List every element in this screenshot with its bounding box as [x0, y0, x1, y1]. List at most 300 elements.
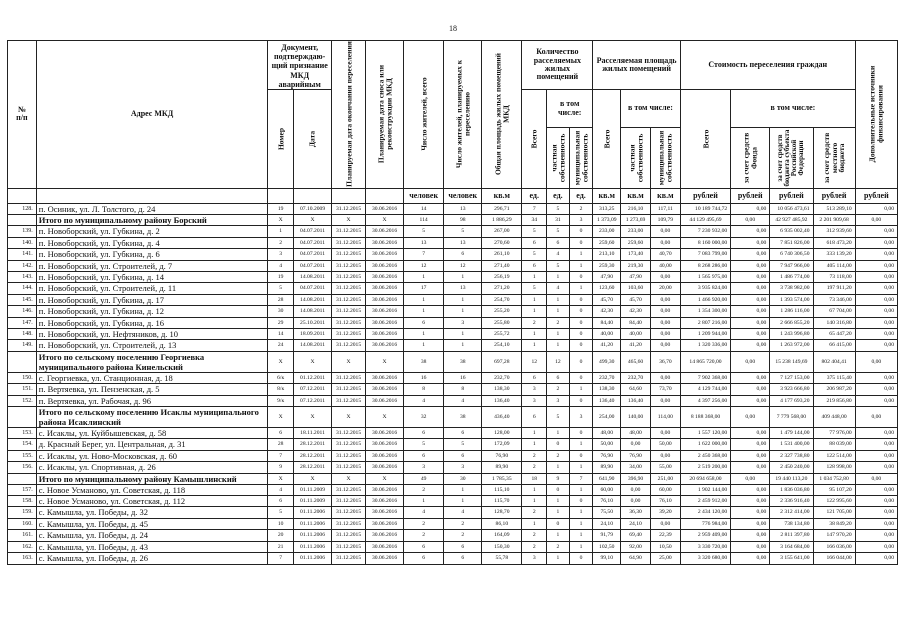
- table-cell: 04.07.2011: [294, 283, 332, 294]
- table-cell: 4: [444, 395, 482, 406]
- table-cell: 114,00: [650, 407, 680, 428]
- table-cell: 28.12.2011: [294, 439, 332, 450]
- table-cell: 1: [522, 428, 547, 439]
- subtotal-row: [8, 215, 898, 226]
- table-cell: 0,00: [855, 407, 897, 428]
- table-cell: 7 127 153,00: [770, 372, 813, 383]
- row-number: 142.: [8, 260, 37, 271]
- table-cell: 232,70: [621, 372, 651, 383]
- table-row: [8, 249, 898, 260]
- table-row: [8, 530, 898, 541]
- table-cell: 138,30: [482, 384, 522, 395]
- table-cell: 31.12.2015: [332, 518, 366, 529]
- table-cell: 6 935 002,40: [770, 226, 813, 237]
- table-cell: 07.12.2011: [294, 395, 332, 406]
- table-cell: 31.12.2015: [332, 329, 366, 340]
- table-cell: 0: [569, 317, 593, 328]
- table-cell: 9: [268, 462, 294, 473]
- table-cell: 103,60: [621, 283, 651, 294]
- table-cell: 0,00: [621, 439, 651, 450]
- table-cell: 3 935 824,00: [680, 283, 730, 294]
- table-cell: 255,20: [482, 306, 522, 317]
- table-cell: 28.12.2011: [294, 450, 332, 461]
- table-cell: 98: [444, 215, 482, 226]
- header-cost-subject: за счет средств бюджета субъекта Российской Федерации: [770, 128, 813, 189]
- table-cell: 271,40: [482, 260, 522, 271]
- table-cell: 20: [268, 530, 294, 541]
- table-cell: 0,00: [855, 306, 897, 317]
- table-cell: X: [332, 473, 366, 484]
- table-cell: 0,00: [731, 384, 770, 395]
- table-cell: 89,90: [482, 462, 522, 473]
- table-cell: 216,10: [621, 203, 651, 214]
- table-cell: 738 134,80: [770, 518, 813, 529]
- table-cell: 0,00: [731, 496, 770, 507]
- table-cell: 30.06.2016: [366, 260, 404, 271]
- table-cell: 84,40: [593, 317, 621, 328]
- table-cell: 1 373,09: [593, 215, 621, 226]
- table-cell: 122 995,60: [813, 496, 855, 507]
- table-cell: 1: [569, 439, 593, 450]
- table-cell: 30.06.2016: [366, 541, 404, 552]
- table-cell: 6 740 306,50: [770, 249, 813, 260]
- table-cell: 07.12.2011: [294, 384, 332, 395]
- header-count-incl: в том числе:: [547, 89, 593, 127]
- table-cell: 31.12.2015: [332, 294, 366, 305]
- table-cell: 6: [404, 428, 444, 439]
- table-cell: 31.12.2015: [332, 372, 366, 383]
- table-cell: 0: [569, 329, 593, 340]
- row-number: 154.: [8, 439, 37, 450]
- table-cell: 30.06.2016: [366, 395, 404, 406]
- table-cell: 01.11.2006: [294, 530, 332, 541]
- table-cell: 0,00: [731, 317, 770, 328]
- table-cell: 12: [522, 351, 547, 372]
- table-cell: 32: [404, 407, 444, 428]
- table-cell: 73,70: [650, 384, 680, 395]
- table-cell: 65 447,20: [813, 329, 855, 340]
- table-cell: 30.06.2016: [366, 439, 404, 450]
- row-number: 161.: [8, 530, 37, 541]
- table-cell: 13: [444, 283, 482, 294]
- table-cell: 47,90: [621, 271, 651, 282]
- table-row: [8, 553, 898, 564]
- table-cell: 1: [404, 329, 444, 340]
- table-cell: 28: [268, 294, 294, 305]
- row-number: [8, 215, 37, 226]
- row-address: п. Новоборский, ул. Губкина, д. 14: [36, 271, 267, 282]
- table-cell: 0,00: [855, 384, 897, 395]
- table-cell: 8: [404, 384, 444, 395]
- table-cell: 7 947 966,00: [770, 260, 813, 271]
- row-number: 158.: [8, 496, 37, 507]
- table-cell: 6: [404, 450, 444, 461]
- row-address: п. Новоборский, ул. Строителей, д. 13: [36, 340, 267, 351]
- row-address: п. Новоборский, ул. Губкина, д. 17: [36, 294, 267, 305]
- table-cell: 3 330 720,00: [680, 541, 730, 552]
- table-cell: 01.11.2009: [294, 484, 332, 495]
- table-cell: 24,10: [593, 518, 621, 529]
- table-cell: 31.12.2015: [332, 340, 366, 351]
- table-cell: 42,30: [593, 306, 621, 317]
- table-cell: 6: [444, 450, 482, 461]
- table-cell: 0,00: [650, 271, 680, 282]
- table-cell: 1: [404, 496, 444, 507]
- table-cell: 2: [522, 450, 547, 461]
- row-number: 146.: [8, 306, 37, 317]
- table-cell: 30.06.2016: [366, 294, 404, 305]
- table-cell: X: [366, 407, 404, 428]
- table-cell: 10 189 744,72: [680, 203, 730, 214]
- table-cell: 50,00: [650, 439, 680, 450]
- table-cell: 0,00: [855, 395, 897, 406]
- table-cell: 7 902 368,00: [680, 372, 730, 383]
- header-area-municipal: муниципальная собственность: [650, 128, 680, 189]
- table-cell: 04.07.2011: [294, 249, 332, 260]
- table-cell: 6: [444, 249, 482, 260]
- header-doc-number: Номер: [275, 127, 285, 150]
- table-cell: 30.06.2016: [366, 428, 404, 439]
- table-cell: 19: [268, 271, 294, 282]
- table-cell: 31.12.2015: [332, 237, 366, 248]
- table-cell: 375 115,40: [813, 372, 855, 383]
- table-cell: 0,00: [731, 428, 770, 439]
- table-cell: 6: [547, 237, 570, 248]
- table-cell: 254,00: [593, 407, 621, 428]
- unit-cell: рублей: [680, 188, 730, 203]
- table-cell: 128,00: [482, 428, 522, 439]
- row-number: 144.: [8, 283, 37, 294]
- table-cell: 2: [547, 317, 570, 328]
- table-cell: 7 230 932,00: [680, 226, 730, 237]
- table-cell: 30.06.2016: [366, 329, 404, 340]
- header-document: Документ, подтверждаю-щий признание МКД аварийным: [268, 41, 332, 90]
- table-cell: 3: [569, 407, 593, 428]
- table-cell: X: [268, 215, 294, 226]
- table-cell: 136,40: [482, 395, 522, 406]
- table-cell: 802 404,41: [813, 351, 855, 372]
- table-cell: 0,00: [650, 226, 680, 237]
- table-cell: 5: [547, 226, 570, 237]
- table-cell: 0,00: [650, 428, 680, 439]
- table-cell: 1: [444, 496, 482, 507]
- table-row: [8, 226, 898, 237]
- header-residents-planned: Число жителей, планируемых к переселению: [444, 41, 482, 189]
- table-cell: 0,00: [650, 294, 680, 305]
- table-cell: 313,25: [593, 203, 621, 214]
- row-number: [8, 351, 37, 372]
- table-cell: 0,00: [731, 518, 770, 529]
- table-cell: 1: [547, 462, 570, 473]
- table-cell: 2: [404, 530, 444, 541]
- table-cell: 77 976,00: [813, 428, 855, 439]
- table-cell: 40,00: [650, 260, 680, 271]
- table-cell: 0,00: [855, 351, 897, 372]
- table-cell: 2: [404, 484, 444, 495]
- table-cell: 1: [547, 306, 570, 317]
- table-cell: 1: [569, 283, 593, 294]
- table-cell: 140 316,80: [813, 317, 855, 328]
- table-cell: 30.06.2016: [366, 507, 404, 518]
- table-cell: 30.06.2016: [366, 249, 404, 260]
- table-row: [8, 237, 898, 248]
- table-cell: 30.06.2016: [366, 340, 404, 351]
- table-cell: 261,10: [482, 249, 522, 260]
- table-cell: 5: [268, 507, 294, 518]
- table-cell: 0,00: [731, 450, 770, 461]
- table-cell: 465,60: [621, 351, 651, 372]
- table-cell: 136,40: [593, 395, 621, 406]
- table-cell: 251,00: [650, 473, 680, 484]
- header-count-group: Количество расселяемых жилых помещений: [522, 41, 593, 90]
- table-cell: 1: [547, 340, 570, 351]
- unit-cell: кв.м: [593, 188, 621, 203]
- table-cell: 31.12.2015: [332, 306, 366, 317]
- table-cell: X: [268, 407, 294, 428]
- table-cell: 233,00: [593, 226, 621, 237]
- table-cell: 0,00: [731, 249, 770, 260]
- table-cell: 115,10: [482, 484, 522, 495]
- table-cell: 7: [268, 553, 294, 564]
- table-cell: 1: [522, 271, 547, 282]
- table-body: [8, 203, 898, 564]
- row-address: п. Осиник, ул. Л. Толстого, д. 24: [36, 203, 267, 214]
- unit-cell: рублей: [813, 188, 855, 203]
- table-cell: 4: [547, 283, 570, 294]
- table-cell: 45,70: [593, 294, 621, 305]
- table-cell: 6: [404, 317, 444, 328]
- table-cell: 1 243 996,80: [770, 329, 813, 340]
- table-cell: 1: [404, 271, 444, 282]
- row-address: п. Новоборский, ул. Губкина, д. 2: [36, 226, 267, 237]
- table-cell: 7: [569, 473, 593, 484]
- table-cell: 1: [569, 541, 593, 552]
- table-cell: 31.12.2015: [332, 271, 366, 282]
- table-cell: X: [268, 351, 294, 372]
- table-cell: 1 479 144,00: [770, 428, 813, 439]
- table-cell: 1 785,35: [482, 473, 522, 484]
- table-cell: 42,30: [621, 306, 651, 317]
- table-cell: 13: [444, 203, 482, 214]
- header-residents-total: Число жителей, всего: [404, 41, 444, 189]
- table-cell: 0,00: [855, 260, 897, 271]
- table-cell: 6: [522, 260, 547, 271]
- table-cell: 76,90: [593, 450, 621, 461]
- table-cell: 405 114,00: [813, 260, 855, 271]
- table-cell: 1: [569, 384, 593, 395]
- table-row: [8, 395, 898, 406]
- table-cell: 7: [268, 450, 294, 461]
- table-row: [8, 450, 898, 461]
- table-cell: 8 160 000,00: [680, 237, 730, 248]
- table-cell: 5: [522, 249, 547, 260]
- table-cell: X: [366, 351, 404, 372]
- table-cell: 697,28: [482, 351, 522, 372]
- table-cell: 6: [444, 553, 482, 564]
- table-cell: 31.12.2015: [332, 439, 366, 450]
- table-cell: 0,00: [855, 283, 897, 294]
- header-extra-sources: Дополнительные источники финансирования: [855, 41, 897, 189]
- table-cell: 01.11.2006: [294, 553, 332, 564]
- table-cell: 5: [522, 226, 547, 237]
- table-cell: 0,00: [731, 283, 770, 294]
- table-cell: 1 273,69: [621, 215, 651, 226]
- table-cell: 128,70: [482, 507, 522, 518]
- table-cell: 1: [404, 340, 444, 351]
- row-address: Итого по сельскому поселению Георгиевка муниципального района Кинельский: [36, 351, 267, 372]
- table-cell: 40,00: [621, 329, 651, 340]
- table-cell: 7 083 799,00: [680, 249, 730, 260]
- header-total-area: Общая площадь жилых помещений МКД: [482, 41, 522, 189]
- table-cell: 5: [522, 283, 547, 294]
- subtotal-row: [8, 473, 898, 484]
- table-cell: 1 354 300,00: [680, 306, 730, 317]
- resettlement-table: [7, 40, 898, 565]
- table-cell: X: [294, 351, 332, 372]
- row-address: п. Новоборский, ул. Губкина, д. 4: [36, 237, 267, 248]
- table-row: [8, 306, 898, 317]
- table-cell: 21: [268, 541, 294, 552]
- table-cell: 17: [404, 283, 444, 294]
- row-number: 143.: [8, 271, 37, 282]
- table-row: [8, 271, 898, 282]
- table-cell: 14.08.2011: [294, 306, 332, 317]
- table-cell: 102,50: [593, 541, 621, 552]
- table-cell: 8 268 286,00: [680, 260, 730, 271]
- table-cell: 31.12.2015: [332, 249, 366, 260]
- header-area-total: Всего: [593, 89, 621, 188]
- table-cell: 140,00: [621, 407, 651, 428]
- row-address: Итого по муниципальному району Камышлинский: [36, 473, 267, 484]
- table-cell: 0,00: [855, 203, 897, 214]
- table-cell: 219,30: [621, 260, 651, 271]
- header-num: № п/п: [8, 41, 37, 189]
- table-cell: X: [294, 473, 332, 484]
- table-cell: 0,00: [855, 329, 897, 340]
- table-cell: 1: [444, 294, 482, 305]
- table-cell: 1: [547, 428, 570, 439]
- table-cell: 1 209 944,00: [680, 329, 730, 340]
- table-cell: 31.12.2015: [332, 507, 366, 518]
- table-cell: 1: [569, 518, 593, 529]
- table-cell: 0,00: [855, 237, 897, 248]
- table-cell: 0,00: [731, 484, 770, 495]
- table-cell: 0: [569, 372, 593, 383]
- table-cell: 91,79: [593, 530, 621, 541]
- table-cell: 31.12.2015: [332, 203, 366, 214]
- table-cell: 219 856,80: [813, 395, 855, 406]
- table-cell: 8 188 368,00: [680, 407, 730, 428]
- header-address: Адрес МКД: [36, 41, 267, 189]
- table-cell: 2 450 368,00: [680, 450, 730, 461]
- table-cell: 150,30: [482, 541, 522, 552]
- table-cell: 2: [522, 541, 547, 552]
- table-row: [8, 372, 898, 383]
- table-cell: 0,00: [731, 439, 770, 450]
- page-number: 18: [449, 24, 457, 33]
- table-cell: 18.09.2011: [294, 329, 332, 340]
- table-cell: 10 056 473,61: [770, 203, 813, 214]
- table-cell: 14.08.2011: [294, 271, 332, 282]
- table-cell: 69,40: [621, 530, 651, 541]
- table-cell: 2 807 216,00: [680, 317, 730, 328]
- table-cell: 1: [547, 271, 570, 282]
- table-cell: 6: [444, 428, 482, 439]
- table-cell: 30.06.2016: [366, 306, 404, 317]
- table-cell: 5: [444, 439, 482, 450]
- table-cell: 436,40: [482, 407, 522, 428]
- table-cell: 3: [522, 384, 547, 395]
- table-cell: 34: [522, 215, 547, 226]
- table-cell: 1: [547, 294, 570, 305]
- table-cell: 254,10: [482, 340, 522, 351]
- table-cell: 1: [444, 484, 482, 495]
- table-cell: 10,50: [650, 541, 680, 552]
- subtotal-row: [8, 351, 898, 372]
- table-cell: 0,00: [855, 428, 897, 439]
- header-cost-incl: в том числе:: [731, 89, 855, 127]
- table-cell: 1: [569, 249, 593, 260]
- row-address: с. Камышла, ул. Победы, д. 32: [36, 507, 267, 518]
- table-cell: 30.06.2016: [366, 450, 404, 461]
- table-cell: 04.07.2011: [294, 226, 332, 237]
- table-cell: 0,00: [621, 496, 651, 507]
- table-cell: 333 139,20: [813, 249, 855, 260]
- header-count-total: Всего: [522, 89, 547, 188]
- table-cell: 30.06.2016: [366, 372, 404, 383]
- row-number: 139.: [8, 226, 37, 237]
- row-number: 147.: [8, 317, 37, 328]
- table-cell: 30.06.2016: [366, 237, 404, 248]
- table-row: [8, 484, 898, 495]
- table-cell: 12: [444, 260, 482, 271]
- table-cell: 0,00: [650, 340, 680, 351]
- table-cell: 0,00: [855, 450, 897, 461]
- row-number: 149.: [8, 340, 37, 351]
- row-number: [8, 473, 37, 484]
- table-cell: 0,00: [621, 484, 651, 495]
- table-cell: 5: [444, 226, 482, 237]
- table-cell: 31.12.2015: [332, 541, 366, 552]
- table-cell: 2 666 855,20: [770, 317, 813, 328]
- table-cell: 2 959 409,00: [680, 530, 730, 541]
- row-address: с. Камышла, ул. Победы, д. 26: [36, 553, 267, 564]
- table-cell: 0,00: [731, 541, 770, 552]
- table-cell: 36,30: [621, 507, 651, 518]
- table-cell: 0: [569, 237, 593, 248]
- table-cell: 1: [522, 294, 547, 305]
- table-cell: 60,00: [593, 484, 621, 495]
- table-cell: 30.06.2016: [366, 530, 404, 541]
- table-cell: 1: [547, 530, 570, 541]
- table-cell: 3: [444, 462, 482, 473]
- table-cell: 2: [569, 203, 593, 214]
- table-cell: 1: [404, 306, 444, 317]
- table-cell: 0,00: [650, 237, 680, 248]
- table-cell: 4: [444, 507, 482, 518]
- table-cell: 0: [569, 340, 593, 351]
- table-cell: 4: [404, 395, 444, 406]
- table-cell: 73 118,00: [813, 271, 855, 282]
- table-cell: 73 346,00: [813, 294, 855, 305]
- table-cell: 4: [404, 507, 444, 518]
- table-cell: X: [332, 407, 366, 428]
- units-row: [8, 188, 898, 203]
- table-cell: 0,00: [731, 226, 770, 237]
- table-cell: 64,90: [621, 553, 651, 564]
- table-cell: 0,00: [731, 395, 770, 406]
- row-address: с. Камышла, ул. Победы, д. 45: [36, 518, 267, 529]
